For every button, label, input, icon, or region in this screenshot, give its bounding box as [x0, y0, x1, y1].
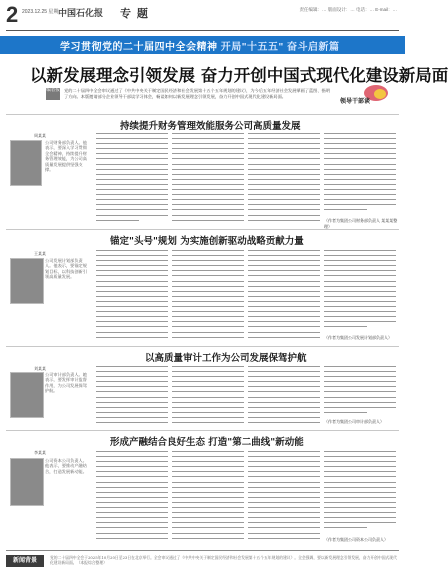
banner-text	[60, 38, 340, 53]
section-1-caption: 公司财务部负责人。他表示，要深入学习贯彻全会精神，持续提升财务管理效能，为公司高质量发展提供坚强支撑。	[45, 140, 87, 173]
section-2-signature: （作者为集团公司发展计划部负责人）	[324, 335, 392, 340]
section-1-col-4	[324, 133, 396, 215]
section-3-col-2	[172, 366, 244, 428]
section-2-person-name: 王某某	[34, 251, 46, 256]
section-3-col-1	[96, 366, 168, 428]
news-background-text: 党的二十届四中全会于2025年10月20日至23日在北京举行。全会审议通过了《中共中央关于制定国民经济和社会发展第十五个五年规划的建议》。全会强调，要以新发展理念引领发展，奋力开创中国式现代化建设新局面。（本报综合整理）	[50, 555, 397, 565]
page-date: 2023.12.25 星期一	[22, 9, 64, 15]
section-4-col-4	[324, 451, 396, 533]
section-3-portrait	[10, 372, 44, 418]
section-2-col-1	[96, 250, 168, 342]
news-background-label: 新闻背景	[6, 555, 44, 567]
section-4-title: 形成产融结合良好生态 打造"第二曲线"新动能	[110, 437, 304, 448]
section-1-col-2	[172, 133, 244, 225]
section-3-title: 以高质量审计工作为公司发展保驾护航	[145, 353, 307, 364]
header-rule	[6, 30, 399, 31]
section-1-signature: （作者为集团公司财务部负责人 某某某整理）	[324, 218, 398, 229]
main-headline: 以新发展理念引领发展 奋力开创中国式现代化建设新局面	[30, 66, 448, 85]
section-4-caption: 公司资本公司负责人。他表示，要推动产融结合，打造发展新动能。	[45, 458, 87, 474]
section-1-col-3	[248, 133, 320, 225]
section-3-col-3	[248, 366, 320, 428]
section-4-signature: （作者为集团公司资本公司负责人）	[324, 537, 388, 542]
section-name: 专 题	[120, 7, 149, 20]
section-1-portrait	[10, 140, 42, 186]
section-2-col-3	[248, 250, 320, 342]
editor-note-label: 编者按	[46, 88, 60, 100]
divider	[6, 550, 399, 551]
divider	[6, 114, 399, 115]
section-4-col-1	[96, 451, 168, 543]
section-4-col-2	[172, 451, 244, 543]
section-4-col-3	[248, 451, 320, 543]
page-number: 2	[6, 2, 19, 27]
banner-main-text: 学习贯彻党的二十届四中全会精神	[60, 42, 218, 53]
section-1-person-name: 周某某	[34, 133, 46, 138]
divider	[6, 346, 399, 347]
section-2-caption: 公司发展计划部负责人。他表示，要锚定规划目标，以科技创新引领高质量发展。	[45, 258, 87, 280]
divider	[6, 229, 399, 230]
section-3-signature: （作者为集团公司审计部负责人）	[324, 419, 384, 424]
section-4-portrait	[10, 458, 44, 506]
column-badge-label: 领导干部谈	[340, 98, 371, 105]
divider	[6, 430, 399, 431]
section-2-title: 锚定"头号"规划 为实施创新驱动战略贡献力量	[110, 236, 304, 247]
section-3-caption: 公司审计部负责人。她表示，要发挥审计监督作用，为公司发展保驾护航。	[45, 372, 87, 394]
section-2-portrait	[10, 258, 44, 304]
paper-name: 中国石化报	[58, 9, 104, 19]
banner-accent-text: 开局"十五五" 奋斗启新篇	[220, 42, 340, 53]
section-3-person-name: 刘某某	[34, 366, 46, 371]
section-3-col-4	[324, 366, 396, 418]
section-2-col-2	[172, 250, 244, 342]
section-4-person-name: 李某某	[34, 450, 46, 455]
editor-note-text: 党的二十届四中全会审议通过了《中共中央关于制定国民经济和社会发展第十五个五年规划的建议》，为今后五年经济社会发展擘画了蓝图、指明了方向。本版邀请部分企业领导干部谈学习体会，畅谈如何以新发展理念引领发展，奋力开创中国式现代化建设新局面。	[64, 88, 330, 99]
section-1-col-1	[96, 133, 168, 225]
section-1-title: 持续提升财务管理效能服务公司高质量发展	[120, 121, 301, 132]
header-info: 责任编辑：… 版面设计：… 电话：… E-mail：…	[299, 7, 397, 12]
section-2-col-4	[324, 250, 396, 332]
